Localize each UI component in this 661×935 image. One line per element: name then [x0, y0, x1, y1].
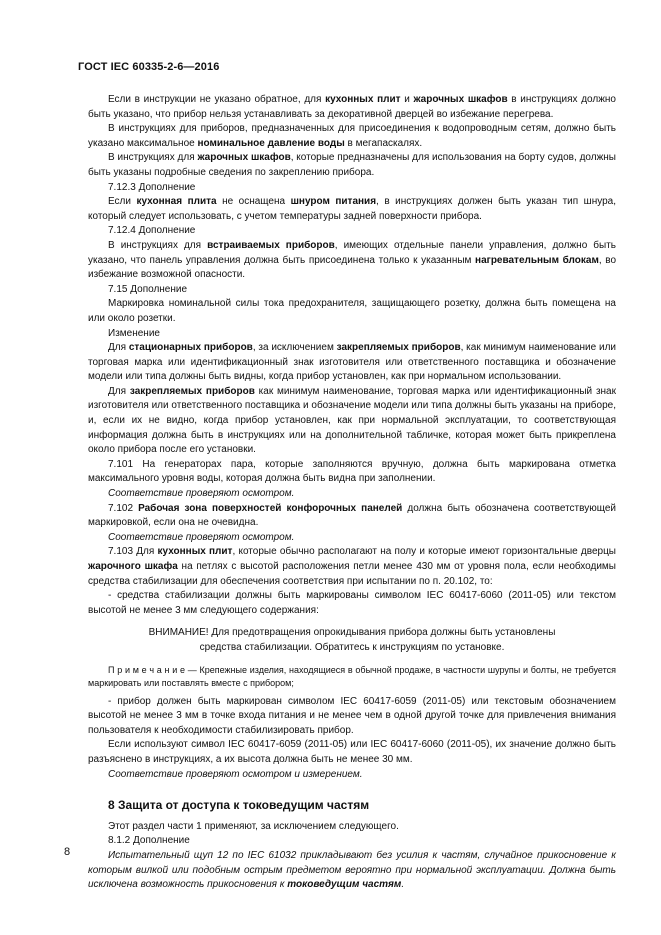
paragraph: 7.12.3 Дополнение [108, 181, 196, 193]
paragraph: Если используют символ IEC 60417-6059 (2011-05) или IEC 60417-6060 (2011-05), их значение должно быть разъяснено в инструкциях, а их высота должна быть не менее 30 мм. [88, 739, 616, 765]
paragraph: В инструкциях для встраиваемых приборов, имеющих отдельные панели управления, должно быть указано, что панель управления должна быть присоединена только к указанным нагревательным блокам, во избежание возможной опасности. [88, 239, 617, 281]
paragraph: 7.102 Рабочая зона поверхностей конфорочных панелей должна быть обозначена соответствующей маркировкой, если она не очевидна. [88, 502, 616, 529]
paragraph: 7.15 Дополнение [108, 283, 188, 295]
paragraph: Для стационарных приборов, за исключением закрепляемых приборов, как минимум наименование или торговая марка или идентификационный знак изготовителя или ответственного поставщика и обозначение модели или типа должны быть видны, когда прибор установлен, как при нормальном использовании. [88, 342, 616, 383]
paragraph: В инструкциях для жарочных шкафов, которые предназначены для использования на борту судов, должны быть указаны подробные сведения по закреплению прибора. [88, 152, 616, 178]
paragraph: Если кухонная плита не оснащена шнуром питания, в инструкциях должен быть указан тип шнура, который следует использовать, с учетом температуры задней поверхности прибора. [88, 196, 617, 222]
paragraph: 7.12.4 Дополнение [108, 225, 196, 237]
paragraph: Маркировка номинальной силы тока предохранителя, защищающего розетку, должна быть помещена на или около розетки. [88, 298, 616, 324]
section-heading: 8 Защита от доступа к токоведущим частям [108, 798, 370, 813]
document-body [88, 93, 616, 893]
paragraph: 8.1.2 Дополнение [108, 835, 190, 847]
paragraph: Соответствие проверяют осмотром. [108, 531, 295, 543]
paragraph: 7.103 Для кухонных плит, которые обычно располагают на полу и которые имеют горизонтальные дверцы жарочного шкафа на петлях с высотой расположения петли менее 430 мм от уровня пола, если необходимы средства стабилизации для обеспечения соответствия при испытании по п. 20.102, то: [88, 546, 616, 587]
paragraph: Соответствие проверяют осмотром. [108, 488, 295, 500]
paragraph: Этот раздел части 1 применяют, за исключением следующего. [108, 820, 399, 832]
note-text: П р и м е ч а н и е — Крепежные изделия, находящиеся в обычной продаже, в частности шурупы и болты, не требуется маркировать или поставлять вместе с прибором; [88, 664, 616, 689]
paragraph: Для закрепляемых приборов как минимум наименование, торговая марка или идентификационный знак изготовителя или ответственного поставщика и обозначение модели или типа должны быть указаны на приборе, и, если их не видно, когда прибор установлен, как при нормальной эксплуатации, то соответствующая информация должна быть в инструкциях или на дополнительной табличке, которая может быть прикреплена около прибора после его установки. [88, 385, 616, 456]
paragraph: Соответствие проверяют осмотром и измерением. [108, 768, 363, 780]
paragraph: Изменение [108, 327, 160, 339]
standard-header: ГОСТ IEC 60335-2-6—2016 [78, 61, 220, 73]
paragraph: - прибор должен быть маркирован символом IEC 60417-6059 (2011-05) или текстовым обозначением высотой не менее 3 мм в точке входа питания и не менее чем в одной другой точке для привлечения внимания пользователя к необходимости стабилизировать прибор. [88, 695, 616, 736]
paragraph: 7.101 На генераторах пара, которые заполняются вручную, должна быть маркирована отметка максимального уровня воды, которая должна быть видна при заполнении. [88, 458, 616, 485]
paragraph: В инструкциях для приборов, предназначенных для присоединения к водопроводным сетям, должно быть указано максимальное номинальное давление воды в мегапаскалях. [88, 123, 616, 149]
page-number: 8 [64, 846, 71, 858]
paragraph: Если в инструкции не указано обратное, для кухонных плит и жарочных шкафов в инструкциях должно быть указано, что прибор нельзя устанавливать за декоративной дверцей во избежание перегрева. [88, 94, 616, 120]
paragraph: Испытательный щуп 12 по IEC 61032 прикладывают без усилия к частям, случайное прикосновение к которым вилкой или подобным острым предметом вероятно при нормальной эксплуатации. Должна быть исключена возможность прикосновения к токоведущим частям. [88, 849, 616, 891]
warning-text: ВНИМАНИЕ! Для предотвращения опрокидывания прибора должны быть установлены средства стабилизации. Обратитесь к инструкциям по установке. [148, 627, 556, 653]
paragraph: - средства стабилизации должны быть маркированы символом IEC 60417-6060 (2011-05) или текстом высотой не менее 3 мм следующего содержания: [88, 590, 616, 616]
